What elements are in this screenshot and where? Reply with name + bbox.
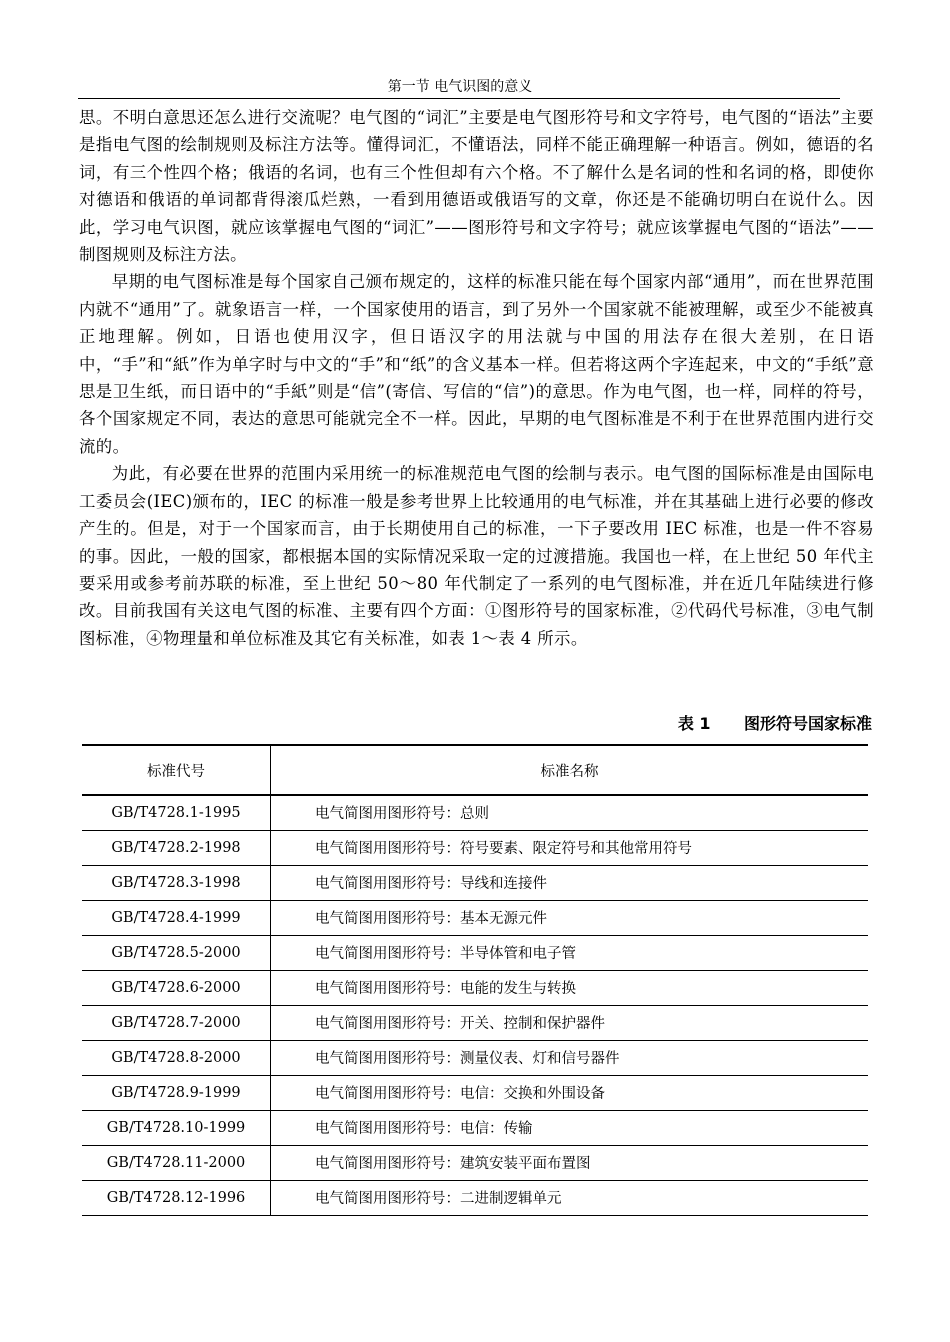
- standard-code: GB/T4728.6-2000: [82, 970, 271, 1005]
- table-row: [82, 830, 868, 865]
- standard-name: 电气简图用图形符号：测量仪表、灯和信号器件: [271, 1040, 869, 1075]
- standard-name: 电气简图用图形符号：电信：传输: [271, 1110, 869, 1145]
- standard-name: 电气简图用图形符号：导线和连接件: [271, 865, 869, 900]
- standard-code: GB/T4728.1-1995: [82, 795, 271, 830]
- table-row: [82, 970, 868, 1005]
- table-row: [82, 865, 868, 900]
- table-row: [82, 1040, 868, 1075]
- body-text: [79, 104, 874, 652]
- standards-table: [82, 744, 868, 1216]
- table-row: [82, 795, 868, 830]
- standard-name: 电气简图用图形符号：总则: [271, 795, 869, 830]
- paragraph-2: 早期的电气图标准是每个国家自己颁布规定的，这样的标准只能在每个国家内部“通用”，而在世界范围内就不“通用”了。就象语言一样，一个国家使用的语言，到了另外一个国家就不能被理解，或至少不能被真正地理解。例如，日语也使用汉字，但日语汉字的用法就与中国的用法存在很大差别，在日语中，“手”和“紙”作为单字时与中文的“手”和“纸”的含义基本一样。但若将这两个字连起来，中文的“手纸”意思是卫生纸，而日语中的“手紙”则是“信”(寄信、写信的“信”)的意思。作为电气图，也一样，同样的符号，各个国家规定不同，表达的意思可能就完全不一样。因此，早期的电气图标准是不利于在世界范围内进行交流的。: [79, 272, 874, 456]
- standard-code: GB/T4728.5-2000: [82, 935, 271, 970]
- standard-name: 电气简图用图形符号：开关、控制和保护器件: [271, 1005, 869, 1040]
- table-row: [82, 1110, 868, 1145]
- standard-name: 电气简图用图形符号：基本无源元件: [271, 900, 869, 935]
- standard-name: 电气简图用图形符号：建筑安装平面布置图: [271, 1145, 869, 1180]
- table-row: [82, 935, 868, 970]
- table-row: [82, 1075, 868, 1110]
- standard-code: GB/T4728.2-1998: [82, 830, 271, 865]
- standard-code: GB/T4728.8-2000: [82, 1040, 271, 1075]
- running-header: 第一节 电气识图的意义: [387, 79, 533, 95]
- paragraph-1: 思。不明白意思还怎么进行交流呢？电气图的“词汇”主要是电气图形符号和文字符号，电气图的“语法”主要是指电气图的绘制规则及标注方法等。懂得词汇，不懂语法，同样不能正确理解一种语言。例如，德语的名词，有三个性四个格；俄语的名词，也有三个性但却有六个格。不了解什么是名词的性和名词的格，即使你对德语和俄语的单词都背得滚瓜烂熟，一看到用德语或俄语写的文章，你还是不能确切明白在说什么。因此，学习电气识图，就应该掌握电气图的“词汇”——图形符号和文字符号；就应该掌握电气图的“语法”——制图规则及标注方法。: [79, 108, 874, 265]
- standard-code: GB/T4728.10-1999: [82, 1110, 271, 1145]
- standard-name: 电气简图用图形符号：二进制逻辑单元: [271, 1180, 869, 1215]
- standard-name: 电气简图用图形符号：电能的发生与转换: [271, 970, 869, 1005]
- table-row: [82, 1145, 868, 1180]
- paragraph-3: 为此，有必要在世界的范围内采用统一的标准规范电气图的绘制与表示。电气图的国际标准是由国际电工委员会(IEC)颁布的，IEC 的标准一般是参考世界上比较通用的电气标准，并在其基础上进行必要的修改产生的。但是，对于一个国家而言，由于长期使用自己的标准，一下子要改用 IEC 标准，也是一件不容易的事。因此，一般的国家，都根据本国的实际情况采取一定的过渡措施。我国也一样，在上世纪 50 年代主要采用或参考前苏联的标准，至上世纪 50～80 年代制定了一系列的电气图标准，并在近几年陆续进行修改。目前我国有关这电气图的标准、主要有四个方面：①图形符号的国家标准，②代码代号标准，③电气制图标准，④物理量和单位标准及其它有关标准，如表 1～表 4 所示。: [79, 464, 874, 648]
- table-caption: [560, 712, 872, 736]
- table-caption-number: 表 1: [677, 714, 711, 733]
- header-rule: [78, 98, 840, 99]
- standard-code: GB/T4728.7-2000: [82, 1005, 271, 1040]
- standard-code: GB/T4728.3-1998: [82, 865, 271, 900]
- column-header-name: 标准名称: [271, 745, 869, 795]
- table-row: [82, 1005, 868, 1040]
- standard-code: GB/T4728.9-1999: [82, 1075, 271, 1110]
- standard-code: GB/T4728.11-2000: [82, 1145, 271, 1180]
- table-row: [82, 900, 868, 935]
- standard-code: GB/T4728.12-1996: [82, 1180, 271, 1215]
- standard-name: 电气简图用图形符号：半导体管和电子管: [271, 935, 869, 970]
- table-caption-title: 图形符号国家标准: [743, 714, 872, 733]
- standard-name: 电气简图用图形符号：电信：交换和外围设备: [271, 1075, 869, 1110]
- standard-name: 电气简图用图形符号：符号要素、限定符号和其他常用符号: [271, 830, 869, 865]
- table-row: [82, 1180, 868, 1215]
- table-header-row: [82, 745, 868, 795]
- standard-code: GB/T4728.4-1999: [82, 900, 271, 935]
- column-header-code: 标准代号: [82, 745, 271, 795]
